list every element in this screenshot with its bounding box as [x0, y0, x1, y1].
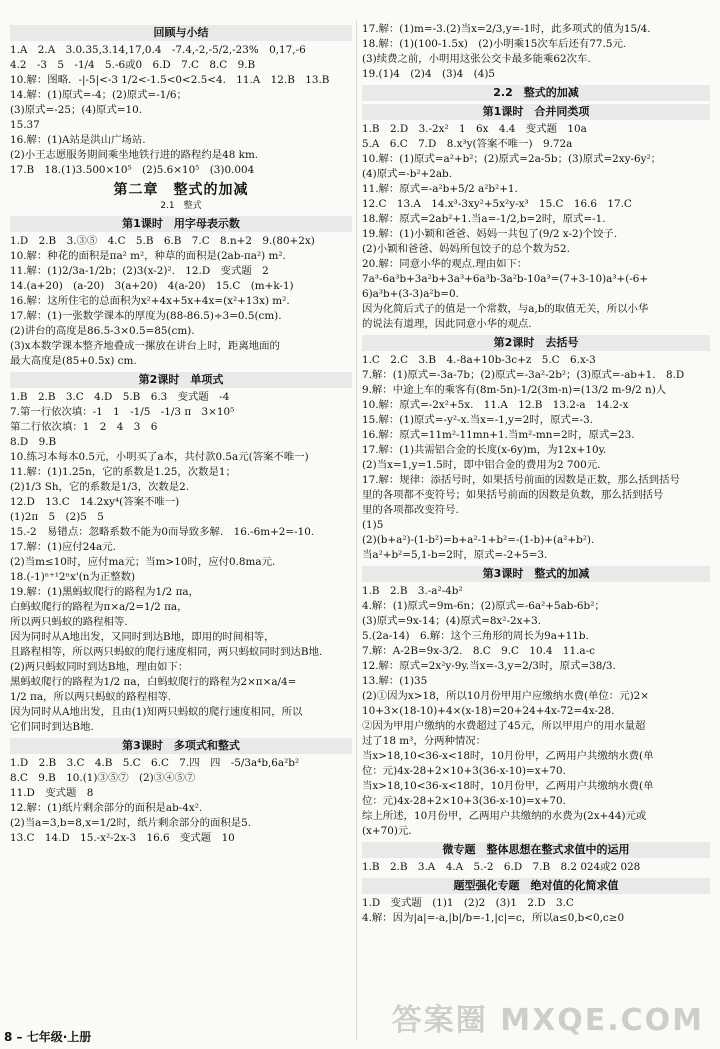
section-heading: 2.1 整式: [160, 201, 202, 211]
section-heading: 2.2 整式的加减: [362, 85, 710, 101]
answer-line: 9.解：中途上车的乘客有(8m-5n)-1/2(3m-n)=(13/2 m-9/2 n)人: [362, 384, 667, 396]
answer-line: 黑蚂蚁爬行的路程为1/2 πa，白蚂蚁爬行的路程为2×π×a/4=: [10, 676, 297, 688]
answer-line: 当x>18,10<36-x<18时，10月份甲，乙两用户共缴纳水费(单: [362, 780, 654, 792]
answer-line: 1.B 2.B 3.A 4.A 5.-2 6.D 7.B 8.2 024或2 028: [362, 861, 641, 873]
answer-line: 10.解：图略．-|-5|<-3 1/2<-1.5<0<2.5<4. 11.A 12.B 13.B: [10, 74, 330, 86]
answer-line: 15.解：(1)原式=-y²-x.当x=-1,y=2时，原式=-3.: [362, 414, 593, 426]
answer-line: 11.D 变式题 8: [10, 787, 94, 799]
answer-line: 白蚂蚁爬行的路程为π×a/2=1/2 πa，: [10, 601, 188, 613]
answer-line: 10.解：(1)原式=a²+b²；(2)原式=2a-5b；(3)原式=2xy-6y²；: [362, 153, 662, 165]
answer-line: (2)①因为x>18，所以10月份甲用户应缴纳水费(单位：元)2×: [362, 690, 649, 702]
answer-line: 16.解：这所住宅的总面积为x²+4x+5x+4x=(x²+13x) m².: [10, 295, 290, 307]
answer-line: 19.(1)4 (2)4 (3)4 (4)5: [362, 68, 496, 80]
answer-line: 7.解：(1)原式=-3a-7b；(2)原式=-3a²-2b²；(3)原式=-ab+1. 8.D: [362, 369, 685, 381]
answer-line: 4.解：因为|a|=-a,|b|/b=-1,|c|=c，所以a≤0,b<0,c≥0: [362, 912, 625, 924]
answer-line: 17.解：(1)应付24a元.: [10, 541, 116, 553]
grade-label: 七年级·上册: [26, 1030, 92, 1044]
answer-line: 里的各项都不变符号；如果括号前面的因数是负数，那么括到括号: [362, 489, 664, 501]
answer-line: 18.解：原式=2ab²+1.当a=-1/2,b=2时，原式=-1.: [362, 213, 606, 225]
answer-line: 14.(a+20) (a-20) 3(a+20) 4(a-20) 15.C (m+k-1): [10, 280, 294, 292]
answer-line: 12.解：(1)纸片剩余部分的面积是ab-4x².: [10, 802, 203, 814]
page-number: 8: [4, 1030, 13, 1044]
answer-line: 13.C 14.D 15.-x²-2x-3 16.6 变式题 10: [10, 832, 235, 844]
answer-line: 所以两只蚂蚁的路程相等.: [10, 616, 128, 628]
section-heading: 第二章 整式的加减: [113, 182, 249, 198]
answer-line: 1.D 变式题 (1)1 (2)2 (3)1 2.D 3.C: [362, 897, 574, 909]
answer-line: (3)续费之前，小明用这张公交卡最多能乘62次车.: [362, 53, 591, 65]
answer-line: 1.A 2.A 3.0.35,3.14,17,0.4 -7.4,-2,-5/2,-23% 0,17,-6: [10, 44, 306, 56]
answer-line: 8.C 9.B 10.(1)③⑤⑦ (2)③④⑤⑦: [10, 772, 196, 784]
answer-line: 最大高度是(85+0.5x) cm.: [10, 355, 137, 367]
answer-line: 12.C 13.A 14.x³-3xy²+5x²y-x³ 15.C 16.6 17.C: [362, 198, 632, 210]
answer-line: 1.D 2.B 3.C 4.B 5.C 6.C 7.四 四 -5/3a⁴b,6a²b²: [10, 757, 300, 769]
answer-line: 17.解：规律：添括号时，如果括号前面的因数是正数，那么括到括号: [362, 474, 680, 486]
answer-line: 4.解：(1)原式=9m-6n；(2)原式=-6a²+5ab-6b²；: [362, 600, 605, 612]
answer-line: 17.解：(1)共需铝合金的长度(x-6y)m，为12x+10y.: [362, 444, 607, 456]
answer-line: 的说法有道理，因此同意小华的观点.: [362, 318, 532, 330]
answer-line: 10.练习本每本0.5元，小明买了a本，共付款0.5a元(答案不唯一): [10, 451, 309, 463]
answer-line: 11.解：(1)2/3a-1/2b；(2)3(x-2)². 12.D 变式题 2: [10, 265, 269, 277]
section-heading: 第2课时 单项式: [10, 372, 352, 388]
answer-line: (2)讲台的高度是86.5-3×0.5=85(cm).: [10, 325, 195, 337]
left-column: [10, 22, 352, 846]
answer-line: 12.D 13.C 14.2xy⁴(答案不唯一): [10, 496, 180, 508]
answer-line: 因为同时从A地出发，又同时到达B地，即用的时间相等，: [10, 631, 275, 643]
answer-line: 15.37: [10, 119, 40, 131]
answer-line: 14.解：(1)原式=-4；(2)原式=-1/6；: [10, 89, 187, 101]
answer-line: 1.B 2.D 3.-2x² 1 6x 4.4 变式题 10a: [362, 123, 587, 135]
answer-line: (3)原式=9x-14；(4)原式=8x²-2x+3.: [362, 615, 542, 627]
answer-line: 综上所述，10月份甲，乙两用户共缴纳的水费为(2x+44)元或: [362, 810, 647, 822]
answer-line: 它们同时到达B地.: [10, 721, 94, 733]
answer-line: (3)x本数学课本整齐地叠成一摞放在讲台上时，距离地面的: [10, 340, 280, 352]
answer-line: 16.解：原式=11m²-11mn+1.当m²-mn=2时，原式=23.: [362, 429, 635, 441]
answer-line: (2)小王志愿服务期间乘坐地铁行进的路程约是48 km.: [10, 149, 259, 161]
section-heading: 第3课时 整式的加减: [362, 566, 710, 582]
answer-line: 19.解：(1)黑蚂蚁爬行的路程为1/2 πa，: [10, 586, 199, 598]
answer-line: 13.解：(1)35: [362, 675, 428, 687]
answer-line: 10.解：原式=-2x²+5x. 11.A 12.B 13.2-a 14.2-x: [362, 399, 629, 411]
answer-line: 当a²+b²=5,1-b=2时，原式=-2+5=3.: [362, 549, 548, 561]
page-footer: 8 – 七年级·上册: [4, 1030, 92, 1044]
answer-line: 19.解：(1)小颖和爸爸、妈妈一共包了(9/2 x-2)个饺子.: [362, 228, 618, 240]
answer-line: 位：元)4x-28+2×10+3(36-x-10)=x+70.: [362, 795, 566, 807]
answer-line: 当x>18,10<36-x<18时，10月份甲，乙两用户共缴纳水费(单: [362, 750, 654, 762]
section-heading: 微专题 整体思想在整式求值中的运用: [362, 842, 710, 858]
answer-line: (2)当a=3,b=8,x=1/2时，纸片剩余部分的面积是5.: [10, 817, 252, 829]
answer-line: 15.-2 易错点：忽略系数不能为0而导致多解. 16.-6m+2=-10.: [10, 526, 315, 538]
answer-line: 16.解：(1)A站是洪山广场站.: [10, 134, 146, 146]
answer-line: (x+70)元.: [362, 825, 412, 837]
answer-line: 1.B 2.B 3.-a²-4b²: [362, 585, 463, 597]
answer-line: 5.(2a-14) 6.解：这个三角形的周长为9a+11b.: [362, 630, 589, 642]
answer-line: 1.D 2.B 3.③⑤ 4.C 5.B 6.B 7.C 8.n+2 9.(80+2x): [10, 235, 315, 247]
answer-line: (4)原式=-b²+2ab.: [362, 168, 452, 180]
answer-line: (1)2π 5 (2)5 5: [10, 511, 104, 523]
answer-line: (2)当m≤10时，应付ma元；当m>10时，应付0.8ma元.: [10, 556, 276, 568]
answer-line: 8.D 9.B: [10, 436, 57, 448]
answer-line: 1/2 πa，所以两只蚂蚁的路程相等.: [10, 691, 172, 703]
answer-line: 18.(-1)ⁿ⁺¹2ⁿx'(n为正整数): [10, 571, 136, 583]
answer-line: 17.B 18.(1)3.500×10⁵ (2)5.6×10⁵ (3)0.004: [10, 164, 255, 176]
answer-line: 18.解：(1)(100-1.5x) (2)小明乘15次车后还有77.5元.: [362, 38, 627, 50]
answer-line: 17.解：(1)一张数学课本的厚度为(88-86.5)÷3=0.5(cm).: [10, 310, 282, 322]
section-heading: 第2课时 去括号: [362, 335, 710, 351]
answer-line: 1.C 2.C 3.B 4.-8a+10b-3c+z 5.C 6.x-3: [362, 354, 596, 366]
section-heading: 第1课时 合并同类项: [362, 104, 710, 120]
answer-line: 5.A 6.C 7.D 8.x³y(答案不唯一) 9.72a: [362, 138, 573, 150]
section-heading: 题型强化专题 绝对值的化简求值: [362, 878, 710, 894]
answer-line: 过了18 m³，分两种情况：: [362, 735, 487, 747]
answer-line: 11.解：(1)1.25n，它的系数是1.25，次数是1；: [10, 466, 236, 478]
answer-line: 位：元)4x-28+2×10+3(36-x-10)=x+70.: [362, 765, 566, 777]
answer-line: 第二行依次填：1 2 4 3 6: [10, 421, 158, 433]
answer-line: (2)两只蚂蚁同时到达B地，理由如下：: [10, 661, 189, 673]
answer-line: 20.解：同意小华的观点.理由如下：: [362, 258, 528, 270]
answer-line: (2)1/3 Sh，它的系数是1/3，次数是2.: [10, 481, 190, 493]
answer-line: 6)a³b+(3-3)a²b=0.: [362, 288, 459, 300]
section-heading: 回顾与小结: [10, 25, 352, 41]
answer-line: ②因为甲用户缴纳的水费超过了45元，所以甲用户的用水量超: [362, 720, 646, 732]
answer-line: 因为化简后式子的值是一个常数，与a,b的取值无关，所以小华: [362, 303, 649, 315]
section-heading: 第3课时 多项式和整式: [10, 738, 352, 754]
answer-line: (2)当x=1,y=1.5时，即中铝合金的费用为2 700元.: [362, 459, 601, 471]
answer-line: 7.第一行依次填：-1 1 -1/5 -1/3 π 3×10⁵: [10, 406, 235, 418]
answer-line: 12.解：原式=2x²y-9y.当x=-3,y=2/3时，原式=38/3.: [362, 660, 616, 672]
section-heading: 第1课时 用字母表示数: [10, 216, 352, 232]
answer-line: (2)(b+a²)-(1-b²)=b+a²-1+b²=-(1-b)+(a²+b²).: [362, 534, 595, 546]
answer-line: 4.2 -3 5 -1/4 5.-6或0 6.D 7.C 8.C 9.B: [10, 59, 256, 71]
answer-line: (3)原式=-25；(4)原式=10.: [10, 104, 143, 116]
answer-line: 7a³-6a³b+3a²b+3a³+6a³b-3a²b-10a³=(7+3-10)a³+(-6+: [362, 273, 649, 285]
column-divider: [356, 20, 357, 1040]
right-column: [362, 22, 710, 926]
answer-line: (1)5: [362, 519, 384, 531]
answer-line: 11.解：原式=-a²b+5/2 a²b²+1.: [362, 183, 518, 195]
answer-line: (2)小颖和爸爸、妈妈所包饺子的总个数为52.: [362, 243, 570, 255]
answer-line: 10.解：种花的面积是πa² m²，种草的面积是(2ab-πa²) m².: [10, 250, 286, 262]
watermark: 答案圈 MXQE.COM: [391, 1003, 704, 1038]
answer-line: 里的各项都改变符号.: [362, 504, 459, 516]
answer-line: 因为同时从A地出发，且由(1)知两只蚂蚁的爬行速度相同，所以: [10, 706, 303, 718]
answer-line: 17.解：(1)m=-3.(2)当x=2/3,y=-1时，此多项式的值为15/4.: [362, 23, 651, 35]
answer-line: 7.解：A-2B=9x-3/2. 8.C 9.C 10.4 11.a-c: [362, 645, 595, 657]
answer-line: 且路程相等，所以两只蚂蚁的爬行速度相同，两只蚂蚁同时到达B地.: [10, 646, 323, 658]
answer-line: 10+3×(18-10)+4×(x-18)=20+24+4x-72=4x-28.: [362, 705, 615, 717]
answer-line: 1.B 2.B 3.C 4.D 5.B 6.3 变式题 -4: [10, 391, 230, 403]
